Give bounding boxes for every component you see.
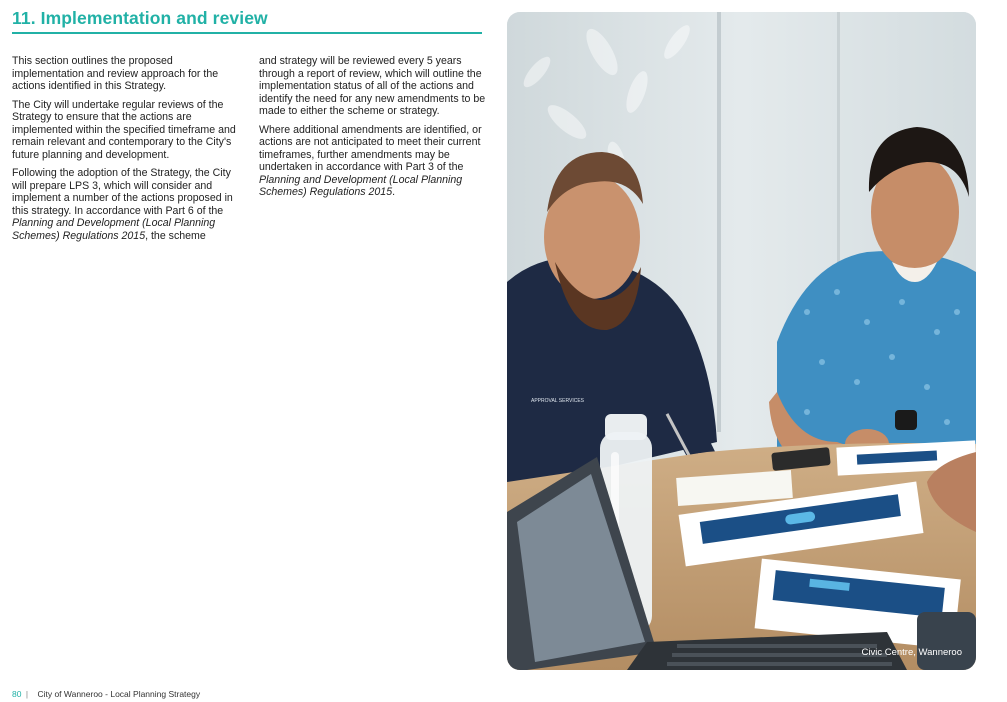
paragraph: This section outlines the proposed implementation and review approach for the actions identified in this Strategy.: [12, 55, 219, 92]
page-footer: [12, 689, 200, 699]
paragraph: and strategy will be reviewed every 5 years through a report of review, which will outline the implementation status of all of the actions and identify the need for any new amendments to be made to either the scheme or strategy.: [259, 55, 486, 117]
title-underline: [12, 32, 482, 34]
paragraph-text: Following the adoption of the Strategy, the City will prepare LPS 3, which will consider and implement a number of the actions proposed in this strategy. In accordance with Part 6 of the: [12, 167, 233, 217]
text-column-right: [259, 55, 487, 205]
paragraph-text: Where additional amendments are identified, or actions are not anticipated to meet their current timeframes, further amendments may be undertaken in accordance with Part 3 of the: [259, 123, 482, 173]
footer-separator: |: [25, 689, 29, 699]
photo-illustration: [507, 12, 976, 670]
paragraph-text: , the scheme: [145, 229, 206, 242]
paragraph: [259, 124, 487, 199]
regulation-citation: Planning and Development (Local Planning Schemes) Regulations 2015: [259, 173, 463, 198]
shirt-print-text: APPROVAL SERVICES: [531, 398, 584, 404]
meeting-photo: [507, 12, 976, 670]
paragraph: The City will undertake regular reviews of the Strategy to ensure that the actions are implemented within the specified timeframe and remain relevant and contemporary to the City's future planning and development.: [12, 98, 236, 161]
section-title: 11. Implementation and review: [12, 8, 268, 28]
publication-name: City of Wanneroo - Local Planning Strategy: [37, 689, 201, 699]
text-column-left: [12, 55, 240, 248]
photo-caption: Civic Centre, Wanneroo: [861, 647, 962, 658]
regulation-citation: Planning and Development (Local Planning Schemes) Regulations 2015: [12, 217, 216, 242]
paragraph: [12, 167, 240, 242]
page-number: 80: [12, 689, 22, 699]
paragraph-text: .: [392, 186, 396, 198]
